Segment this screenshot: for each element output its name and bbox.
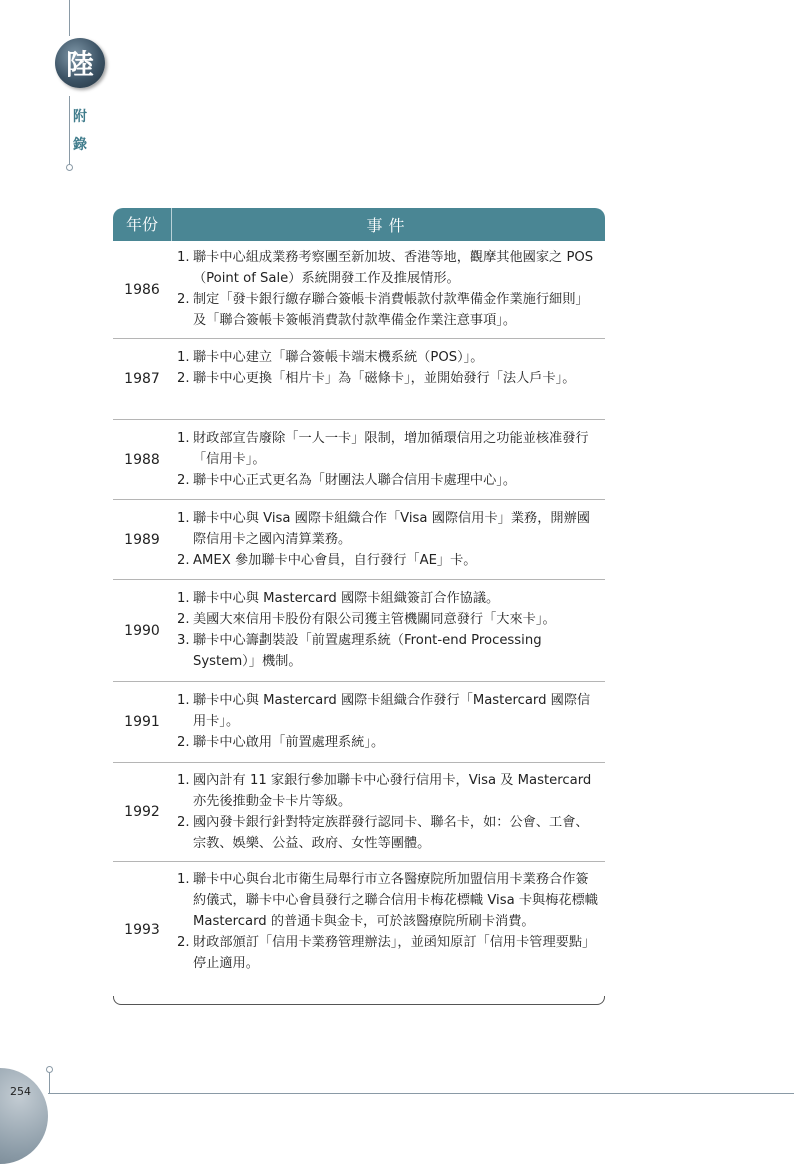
row-events — [171, 420, 605, 499]
timeline-table — [113, 208, 605, 1005]
event-item: 2. 聯卡中心正式更名為「財團法人聯合信用卡處理中心」。 — [177, 473, 517, 488]
row-year: 1988 — [124, 451, 160, 468]
chapter-line-top — [69, 0, 70, 36]
event-item: 1. 聯卡中心與 Mastercard 國際卡組織簽訂合作協議。 — [177, 591, 500, 606]
row-events — [171, 862, 605, 998]
row-year: 1992 — [124, 804, 160, 820]
event-item: 1. 聯卡中心與 Visa 國際卡組織合作「Visa 國際信用卡」業務，開辦國際信用卡之國內清算業務。 — [177, 511, 590, 547]
header-event: 事件 — [366, 216, 411, 235]
header-year: 年份 — [113, 208, 172, 241]
chapter-label: 附錄 — [73, 109, 87, 153]
chapter-line-dot — [66, 164, 73, 171]
row-year: 1990 — [124, 622, 160, 639]
table-row — [113, 500, 605, 580]
footer-line — [48, 1093, 794, 1094]
event-item: 2. 聯卡中心更換「相片卡」為「磁條卡」，並開始發行「法人戶卡」。 — [177, 371, 576, 386]
footer-line-dot — [46, 1066, 53, 1073]
row-events — [171, 682, 605, 762]
event-item: 1. 聯卡中心與台北市衛生局舉行市立各醫療院所加盟信用卡業務合作簽約儀式，聯卡中心會員發行之聯合信用卡梅花標幟 Visa 卡與梅花標幟 Mastercard 的普通卡與金卡，可於該醫療院所刷卡消費。 — [177, 872, 598, 929]
event-item: 1. 聯卡中心與 Mastercard 國際卡組織合作發行「Mastercard 國際信用卡」。 — [177, 693, 591, 729]
event-item: 3. 聯卡中心籌劃裝設「前置處理系統（Front-end Processing System）」機制。 — [177, 633, 542, 669]
event-item: 1. 財政部宣告廢除「一人一卡」限制，增加循環信用之功能並核准發行「信用卡」。 — [177, 431, 589, 467]
row-year: 1993 — [124, 922, 160, 938]
event-item: 2. 制定「發卡銀行繳存聯合簽帳卡消費帳款付款準備金作業施行細則」及「聯合簽帳卡簽帳消費款付款準備金作業注意事項」。 — [177, 292, 589, 328]
table-row — [113, 339, 605, 420]
page-number: 254 — [10, 1085, 31, 1098]
row-year: 1986 — [124, 281, 160, 298]
table-row — [113, 241, 605, 339]
table-row — [113, 763, 605, 862]
row-year: 1987 — [124, 371, 160, 387]
row-events — [171, 580, 605, 681]
footer-arc — [0, 1068, 48, 1164]
footer-line-vertical — [49, 1070, 50, 1093]
table-row — [113, 682, 605, 763]
row-events — [171, 339, 605, 419]
event-item: 2. 聯卡中心啟用「前置處理系統」。 — [177, 735, 385, 750]
event-item: 1. 聯卡中心組成業務考察團至新加坡、香港等地，觀摩其他國家之 POS（Point of Sale）系統開發工作及推展情形。 — [177, 250, 594, 286]
event-item: 2. 國內發卡銀行針對特定族群發行認同卡、聯名卡，如：公會、工會、宗教、娛樂、公益、政府、女性等團體。 — [177, 815, 589, 851]
event-item: 2. 美國大來信用卡股份有限公司獲主管機關同意發行「大來卡」。 — [177, 612, 556, 627]
event-item: 1. 國內計有 11 家銀行參加聯卡中心發行信用卡，Visa 及 Mastercard 亦先後推動金卡卡片等級。 — [177, 773, 592, 809]
row-events — [171, 500, 605, 579]
event-item: 2. AMEX 參加聯卡中心會員，自行發行「AE」卡。 — [177, 553, 477, 568]
table-row — [113, 420, 605, 500]
row-year: 1991 — [124, 714, 160, 730]
row-events — [171, 241, 605, 338]
table-row — [113, 862, 605, 998]
event-item: 1. 聯卡中心建立「聯合簽帳卡端末機系統（POS）」。 — [177, 350, 484, 365]
row-year: 1989 — [124, 531, 160, 548]
table-row — [113, 580, 605, 682]
event-item: 2. 財政部頒訂「信用卡業務管理辦法」，並函知原訂「信用卡管理要點」停止適用。 — [177, 935, 596, 971]
row-events — [171, 763, 605, 861]
chapter-badge: 陸 — [55, 38, 105, 88]
table-header — [113, 208, 605, 241]
